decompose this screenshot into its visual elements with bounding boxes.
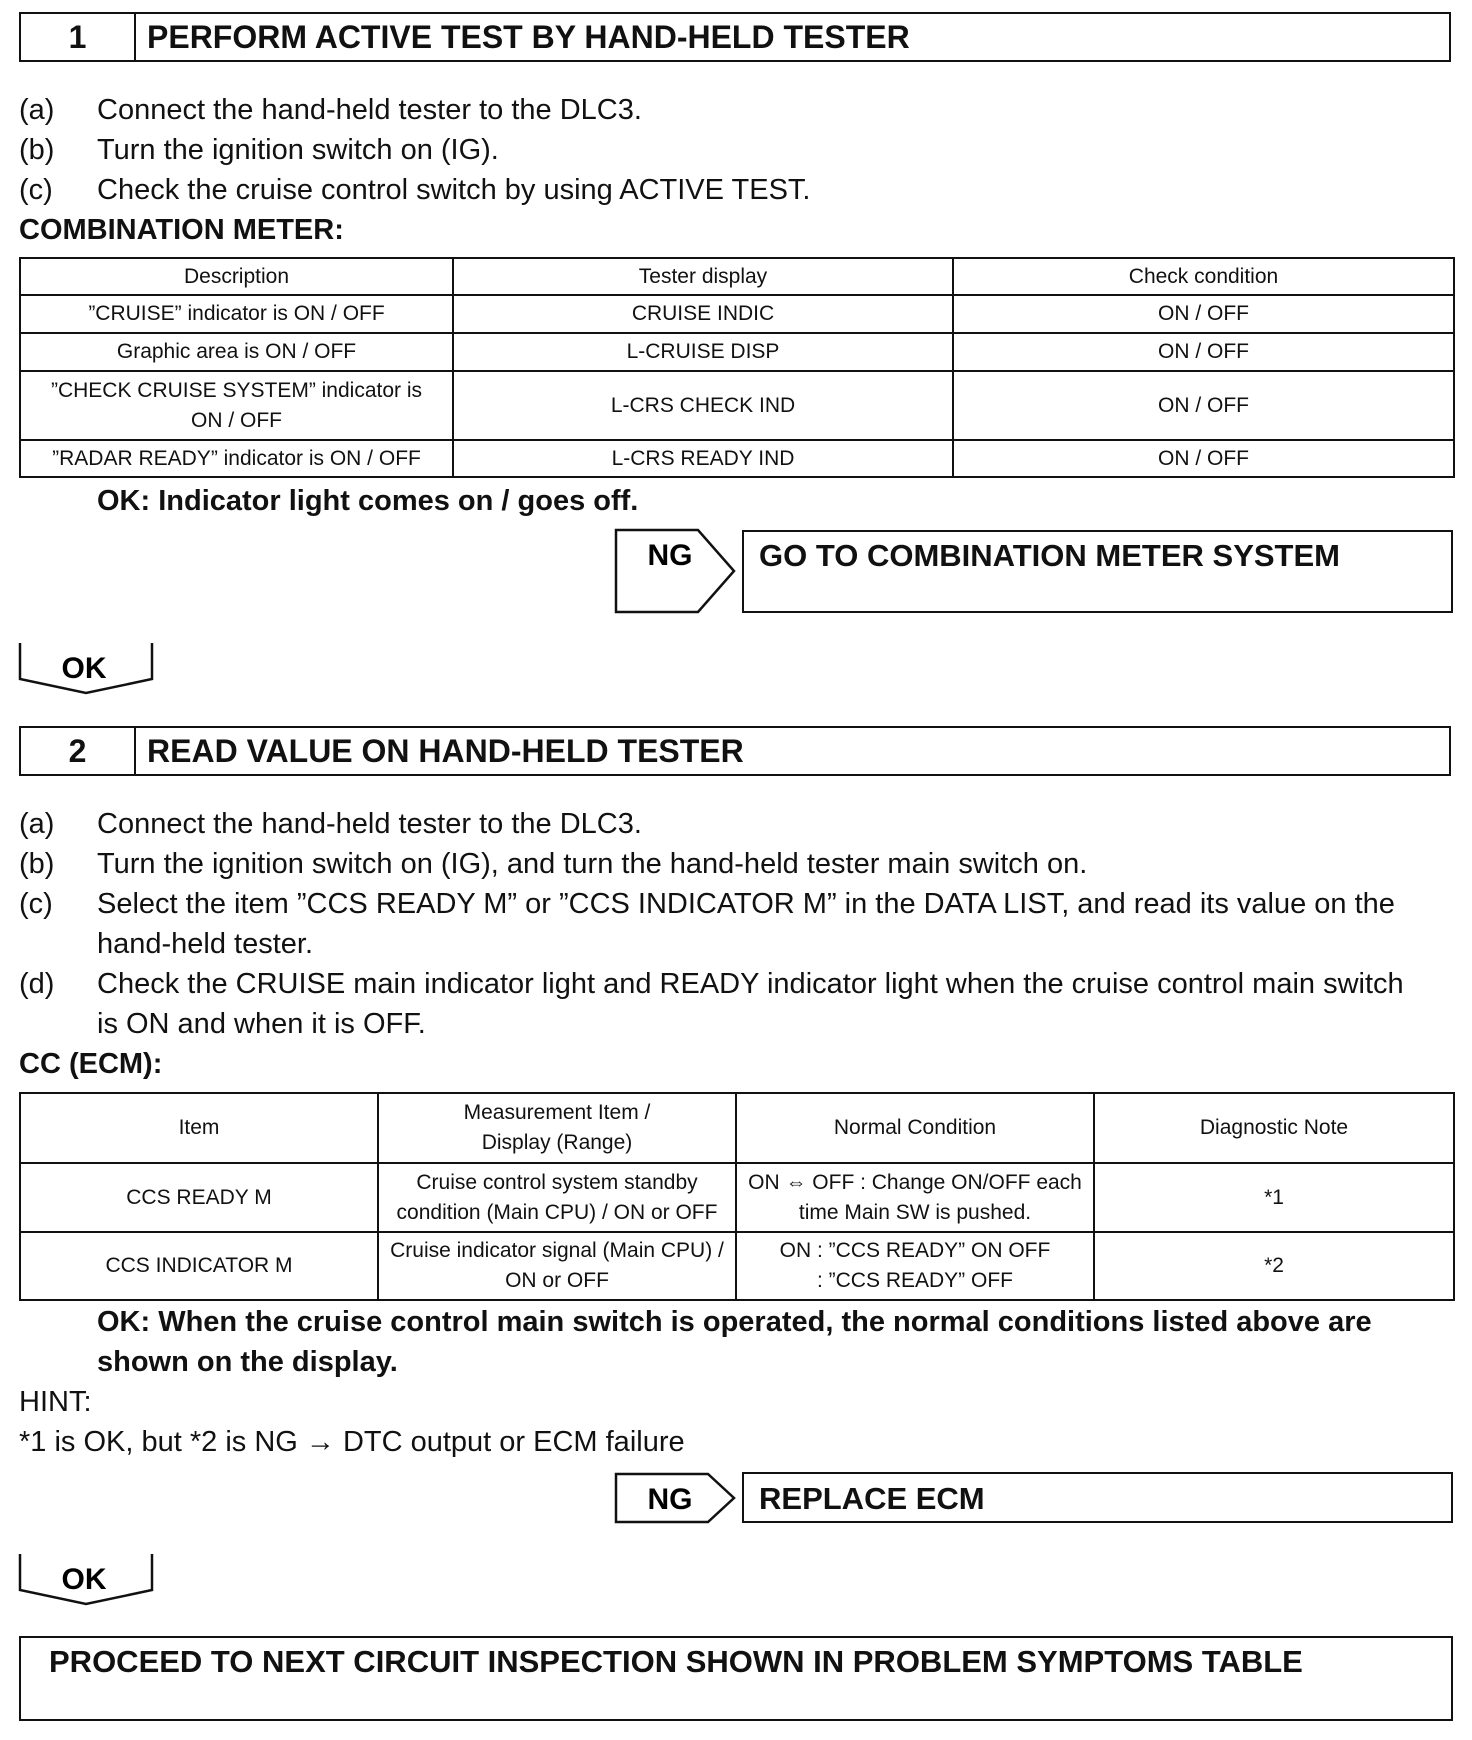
- table-cell: L-CRUISE DISP: [453, 333, 953, 371]
- ok-arrow-down-icon: [18, 641, 158, 696]
- table-cell: *2: [1094, 1232, 1454, 1300]
- ng-action-text: GO TO COMBINATION METER SYSTEM: [759, 538, 1340, 573]
- step-number: 1: [21, 14, 136, 60]
- instruction-text: Connect the hand-held tester to the DLC3.: [97, 808, 642, 840]
- instruction-text: Connect the hand-held tester to the DLC3.: [97, 94, 642, 126]
- table-cell: ”CRUISE” indicator is ON / OFF: [20, 295, 453, 333]
- ok-criteria: OK: When the cruise control main switch is operated, the normal conditions listed above are: [97, 1306, 1372, 1338]
- ng-action-text: REPLACE ECM: [759, 1481, 985, 1516]
- ng-label: NG: [647, 1483, 693, 1516]
- table-cell: ON : ”CCS READY” ON OFF : ”CCS READY” OFF: [736, 1232, 1094, 1300]
- instruction-label: (b): [19, 848, 55, 880]
- table-title: CC (ECM):: [19, 1048, 163, 1080]
- column-header: Measurement Item / Display (Range): [378, 1093, 736, 1163]
- table-row: [20, 440, 1454, 477]
- instruction-label: (d): [19, 968, 55, 1000]
- table-title: COMBINATION METER:: [19, 214, 344, 246]
- instruction-line: [19, 804, 642, 844]
- combination-meter-table: [19, 257, 1455, 478]
- ok-criteria-continuation: shown on the display.: [97, 1346, 398, 1378]
- step-number: 2: [21, 728, 136, 774]
- instruction-continuation: hand-held tester.: [97, 928, 314, 960]
- table-header-row: [20, 258, 1454, 295]
- table-cell: Cruise indicator signal (Main CPU) / ON or OFF: [378, 1232, 736, 1300]
- column-header: Description: [20, 258, 453, 295]
- instruction-label: (c): [19, 888, 53, 920]
- table-header-row: [20, 1093, 1454, 1163]
- table-cell: ”RADAR READY” indicator is ON / OFF: [20, 440, 453, 477]
- instruction-line: [19, 844, 1087, 884]
- table-cell: CCS INDICATOR M: [20, 1232, 378, 1300]
- ng-arrow-icon: [614, 528, 738, 614]
- step-2-header: [19, 726, 1451, 776]
- table-cell: CRUISE INDIC: [453, 295, 953, 333]
- instruction-text: Check the CRUISE main indicator light and READY indicator light when the cruise control main switch: [97, 968, 1404, 1000]
- instruction-label: (a): [19, 808, 55, 840]
- table-row: [20, 371, 1454, 440]
- table-cell: L-CRS CHECK IND: [453, 371, 953, 440]
- ok-label: OK: [61, 652, 107, 685]
- table-cell: ON / OFF: [953, 295, 1454, 333]
- final-action-text: PROCEED TO NEXT CIRCUIT INSPECTION SHOWN IN PROBLEM SYMPTOMS TABLE: [49, 1644, 1303, 1679]
- table-cell: ”CHECK CRUISE SYSTEM” indicator is ON / OFF: [20, 371, 453, 440]
- column-header: Item: [20, 1093, 378, 1163]
- ng-action-box: [742, 1472, 1453, 1523]
- column-header: Tester display: [453, 258, 953, 295]
- table-cell: ON / OFF: [953, 333, 1454, 371]
- instruction-continuation: is ON and when it is OFF.: [97, 1008, 426, 1040]
- instruction-text: Turn the ignition switch on (IG), and turn the hand-held tester main switch on.: [97, 848, 1088, 880]
- step-title: PERFORM ACTIVE TEST BY HAND-HELD TESTER: [147, 18, 910, 55]
- hint-text: *1 is OK, but *2 is NG → DTC output or ECM failure: [19, 1426, 685, 1458]
- table-row: [20, 333, 1454, 371]
- ok-criteria: OK: Indicator light comes on / goes off.: [97, 485, 639, 517]
- table-row: [20, 295, 1454, 333]
- table-cell: ON / OFF: [953, 371, 1454, 440]
- table-cell: Cruise control system standby condition (Main CPU) / ON or OFF: [378, 1163, 736, 1232]
- instruction-text: Check the cruise control switch by using ACTIVE TEST.: [97, 174, 811, 206]
- instruction-text: Turn the ignition switch on (IG).: [97, 134, 499, 166]
- table-cell: *1: [1094, 1163, 1454, 1232]
- instruction-label: (b): [19, 134, 55, 166]
- instruction-line: [19, 90, 642, 130]
- instruction-text: Select the item ”CCS READY M” or ”CCS INDICATOR M” in the DATA LIST, and read its value on the: [97, 888, 1395, 920]
- ng-arrow-icon: [614, 1472, 738, 1524]
- ng-action-box: [742, 530, 1453, 613]
- instruction-line: [19, 884, 1395, 924]
- instruction-line: [19, 130, 499, 170]
- column-header: Normal Condition: [736, 1093, 1094, 1163]
- table-cell: Graphic area is ON / OFF: [20, 333, 453, 371]
- table-cell: ON / OFF: [953, 440, 1454, 477]
- instruction-line: [19, 170, 810, 210]
- instruction-label: (a): [19, 94, 55, 126]
- instruction-line: [19, 964, 1404, 1004]
- ok-label: OK: [61, 1563, 107, 1596]
- cc-ecm-table: [19, 1092, 1455, 1301]
- ng-label: NG: [647, 539, 693, 572]
- table-cell: ON ⇔ OFF : Change ON/OFF each time Main SW is pushed.: [736, 1163, 1094, 1232]
- step-title: READ VALUE ON HAND-HELD TESTER: [147, 732, 744, 769]
- table-cell: L-CRS READY IND: [453, 440, 953, 477]
- table-row: [20, 1163, 1454, 1232]
- final-action-box: [19, 1636, 1453, 1721]
- table-row: [20, 1232, 1454, 1300]
- ok-arrow-down-icon: [18, 1552, 158, 1607]
- column-header: Check condition: [953, 258, 1454, 295]
- instruction-label: (c): [19, 174, 53, 206]
- column-header: Diagnostic Note: [1094, 1093, 1454, 1163]
- step-1-header: [19, 12, 1451, 62]
- hint-label: HINT:: [19, 1386, 92, 1418]
- table-cell: CCS READY M: [20, 1163, 378, 1232]
